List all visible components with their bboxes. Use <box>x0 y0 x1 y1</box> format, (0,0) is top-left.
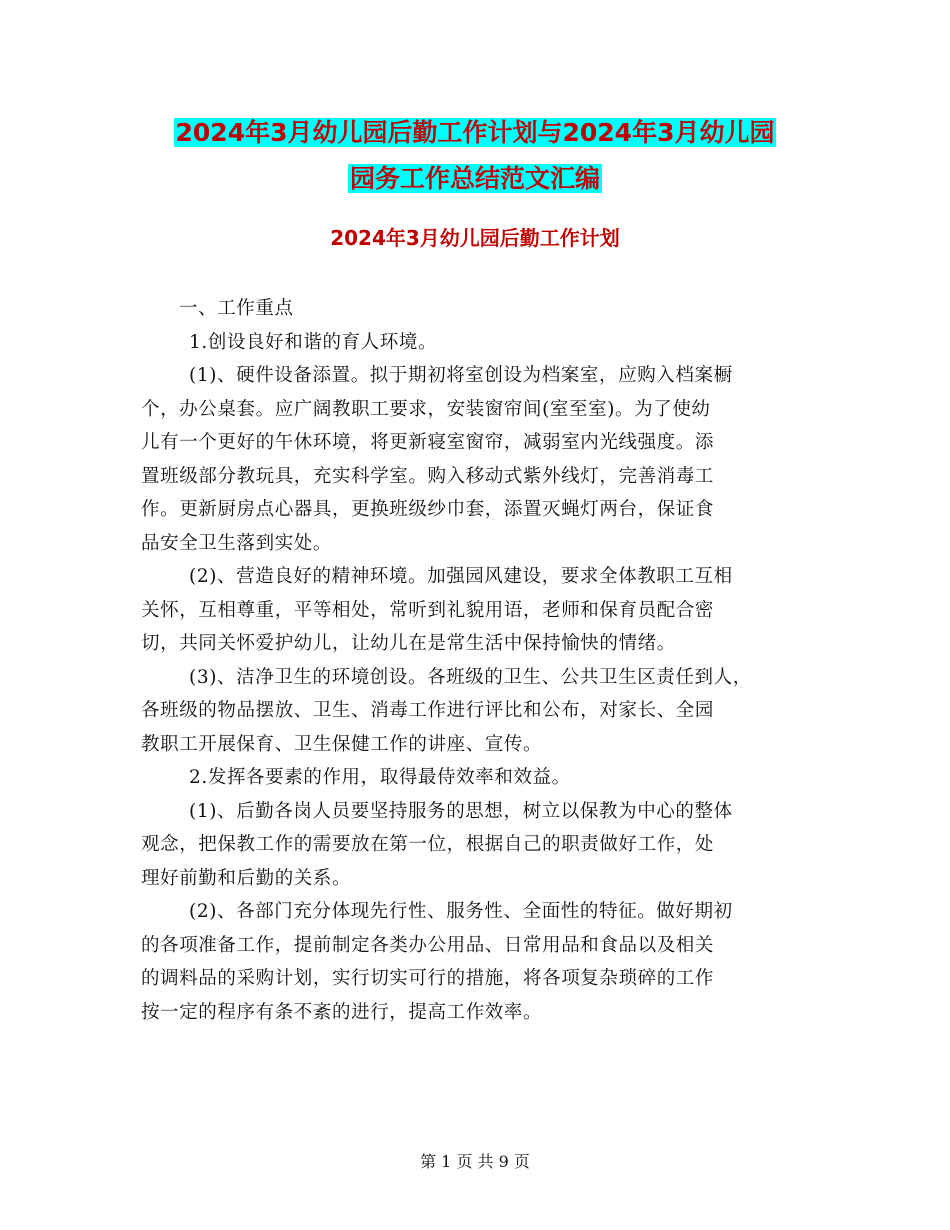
subheading-2: 2.发挥各要素的作用，取得最侍效率和效益。 <box>189 767 571 788</box>
subheading-1: 1.创设良好和谐的育人环境。 <box>189 331 438 353</box>
paragraph-line: 教职工开展保育、卫生保健工作的讲座、宣传。 <box>141 733 543 755</box>
section-title: 2024年3月幼儿园后勤工作计划 <box>330 226 620 250</box>
paragraph-line: 个，办公桌套。应广阔教职工要求，安装窗帘间(室至室)。为了使幼 <box>141 398 711 420</box>
document-body <box>141 292 813 1029</box>
paragraph-line: (3)、洁净卫生的环境创设。各班级的卫生、公共卫生区责任到人， <box>189 666 752 688</box>
paragraph-line: 关怀，互相尊重，平等相处，常听到礼貌用语，老师和保育员配合密 <box>141 599 715 621</box>
document-title <box>0 110 950 202</box>
page-footer: 第 1 页 共 9 页 <box>420 1152 530 1171</box>
paragraph-line: (2)、各部门充分体现先行性、服务性、全面性的特征。做好期初 <box>189 901 733 922</box>
paragraph-line: (1)、硬件设备添置。拟于期初将室创设为档案室，应购入档案橱 <box>189 365 733 386</box>
paragraph-line: 儿有一个更好的午休环境，将更新寝室窗帘，减弱室内光线强度。添 <box>141 432 715 453</box>
paragraph-line: 的调料品的采购计划，实行切实可行的措施，将各项复杂琐碎的工作 <box>141 968 715 989</box>
paragraph-line: 切，共同关怀爱护幼儿，让幼儿在是常生活中保持愉快的情绪。 <box>141 633 676 654</box>
document-title-line-2: 园务工作总结范文汇编 <box>349 164 600 193</box>
document-title-line-1: 2024年3月幼儿园后勤工作计划与2024年3月幼儿园 <box>175 118 775 147</box>
paragraph-line: 理好前勤和后勤的关系。 <box>141 867 352 889</box>
paragraph-line: 品安全卫生落到实处。 <box>141 532 333 554</box>
paragraph-line: 观念，把保教工作的需要放在第一位，根据自己的职责做好工作，处 <box>141 834 715 855</box>
paragraph-line: (1)、后勤各岗人员要坚持服务的思想，树立以保教为中心的整体 <box>189 800 733 822</box>
paragraph-line: (2)、营造良好的精神环境。加强园风建设，要求全体教职工互相 <box>189 566 733 587</box>
heading-work-focus: 一、工作重点 <box>179 298 294 319</box>
paragraph-line: 置班级部分教玩具，充实科学室。购入移动式紫外线灯，完善消毒工 <box>141 465 715 487</box>
paragraph-line: 的各项准备工作，提前制定各类办公用品、日常用品和食品以及相关 <box>141 934 715 956</box>
paragraph-line: 作。更新厨房点心器具，更换班级纱巾套，添置灭蝇灯两台，保证食 <box>141 499 715 520</box>
paragraph-line: 各班级的物品摆放、卫生、消毒工作进行评比和公布，对家长、全园 <box>141 700 715 721</box>
paragraph-line: 按一定的程序有条不紊的进行，提高工作效率。 <box>141 1001 543 1023</box>
